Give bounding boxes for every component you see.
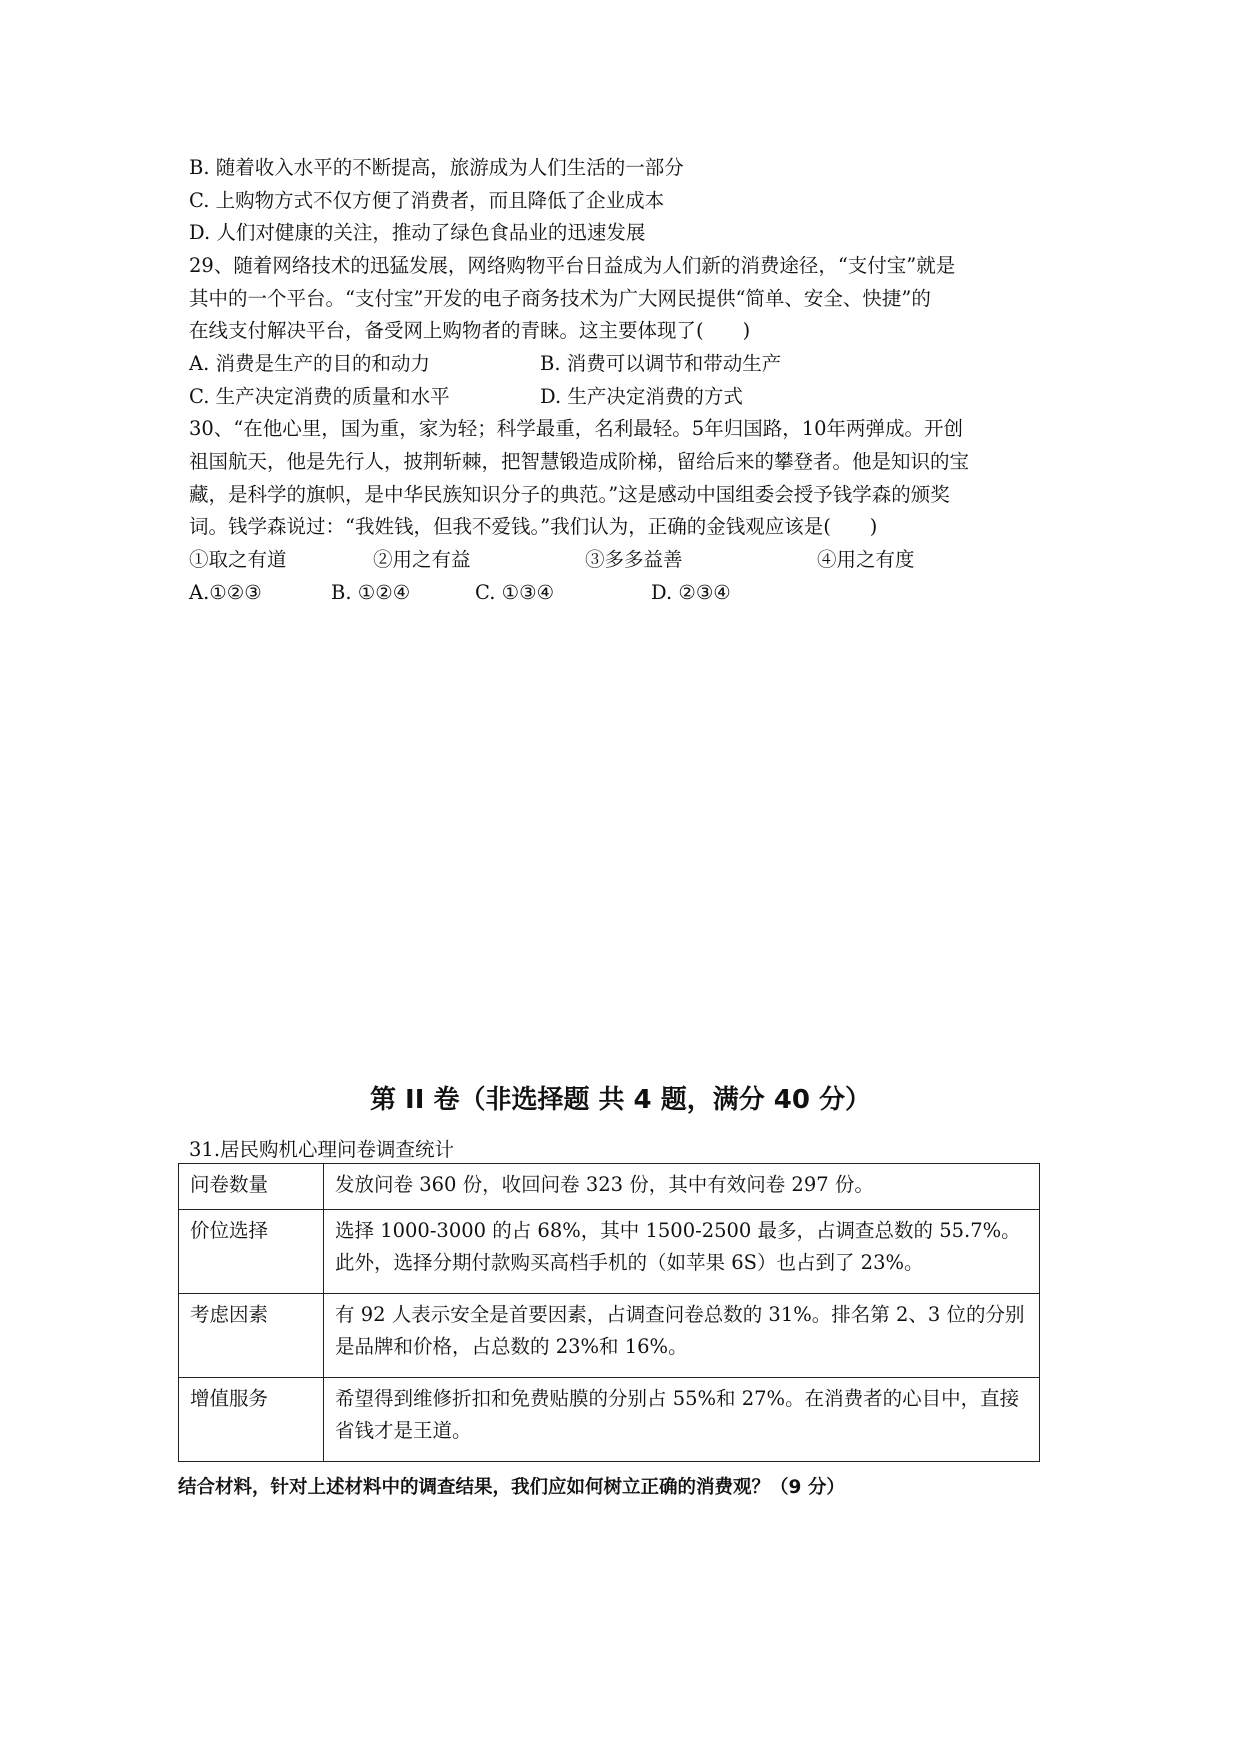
row-label: 价位选择	[179, 1210, 324, 1294]
table-row	[179, 1294, 1040, 1378]
row-content: 希望得到维修折扣和免费贴膜的分别占 55%和 27%。在消费者的心目中，直接省钱才是王道。	[324, 1378, 1040, 1462]
section-title: 第 II 卷（非选择题 共 4 题，满分 40 分）	[370, 1085, 871, 1115]
q29-stem-line3: 在线支付解决平台，备受网上购物者的青睐。这主要体现了( )	[189, 319, 751, 342]
q30-stem-line3: 藏，是科学的旗帜，是中华民族知识分子的典范。”这是感动中国组委会授予钱学森的颁奖	[189, 483, 950, 506]
row-content: 选择 1000-3000 的占 68%，其中 1500-2500 最多，占调查总数的 55.7%。此外，选择分期付款购买高档手机的（如苹果 6S）也占到了 23%。	[324, 1210, 1040, 1294]
q30-item-4: ④用之有度	[817, 548, 915, 571]
row-label: 考虑因素	[179, 1294, 324, 1378]
q30-stem-line2: 祖国航天，他是先行人，披荆斩棘，把智慧锻造成阶梯，留给后来的攀登者。他是知识的宝	[189, 450, 970, 473]
q29-options-row1	[189, 352, 782, 376]
q29-option-c: C. 生产决定消费的质量和水平	[189, 385, 450, 408]
q30-stem-line1: 30、“在他心里，国为重，家为轻；科学最重，名利最轻。5年归国路，10年两弹成。开创	[189, 417, 964, 440]
q30-option-b: B. ①②④	[331, 581, 411, 604]
q30-item-3: ③多多益善	[585, 548, 683, 571]
q28-option-c: C. 上购物方式不仅方便了消费者，而且降低了企业成本	[189, 189, 665, 212]
row-content: 发放问卷 360 份，收回问卷 323 份，其中有效问卷 297 份。	[324, 1164, 1040, 1210]
table-row	[179, 1164, 1040, 1210]
q30-items-row	[189, 548, 915, 572]
q31-question: 结合材料，针对上述材料中的调查结果，我们应如何树立正确的消费观？（9 分）	[178, 1477, 845, 1498]
survey-table	[178, 1163, 1040, 1462]
row-label: 增值服务	[179, 1378, 324, 1462]
q29-option-b: B. 消费可以调节和带动生产	[540, 352, 782, 375]
q30-options-row	[189, 581, 731, 605]
table-row	[179, 1378, 1040, 1462]
q30-option-c: C. ①③④	[475, 581, 555, 604]
q29-options-row2	[189, 385, 743, 409]
q29-option-a: A. 消费是生产的目的和动力	[189, 352, 430, 375]
q30-option-d: D. ②③④	[651, 581, 731, 604]
q30-stem-line4: 词。钱学森说过：“我姓钱，但我不爱钱。”我们认为，正确的金钱观应该是( )	[189, 515, 878, 538]
q29-stem-line2: 其中的一个平台。“支付宝”开发的电子商务技术为广大网民提供“简单、安全、快捷”的	[189, 287, 931, 310]
row-content: 有 92 人表示安全是首要因素，占调查问卷总数的 31%。排名第 2、3 位的分别是品牌和价格，占总数的 23%和 16%。	[324, 1294, 1040, 1378]
q29-stem-line1: 29、随着网络技术的迅猛发展，网络购物平台日益成为人们新的消费途径，“支付宝”就是	[189, 254, 956, 277]
table-row	[179, 1210, 1040, 1294]
q30-option-a: A.①②③	[189, 581, 262, 604]
q30-item-2: ②用之有益	[373, 548, 471, 571]
q28-option-d: D. 人们对健康的关注，推动了绿色食品业的迅速发展	[189, 221, 646, 244]
q29-option-d: D. 生产决定消费的方式	[540, 385, 743, 408]
q28-option-b: B. 随着收入水平的不断提高，旅游成为人们生活的一部分	[189, 156, 684, 179]
q31-title: 31.居民购机心理问卷调查统计	[189, 1138, 455, 1161]
row-label: 问卷数量	[179, 1164, 324, 1210]
q30-item-1: ①取之有道	[189, 548, 287, 571]
